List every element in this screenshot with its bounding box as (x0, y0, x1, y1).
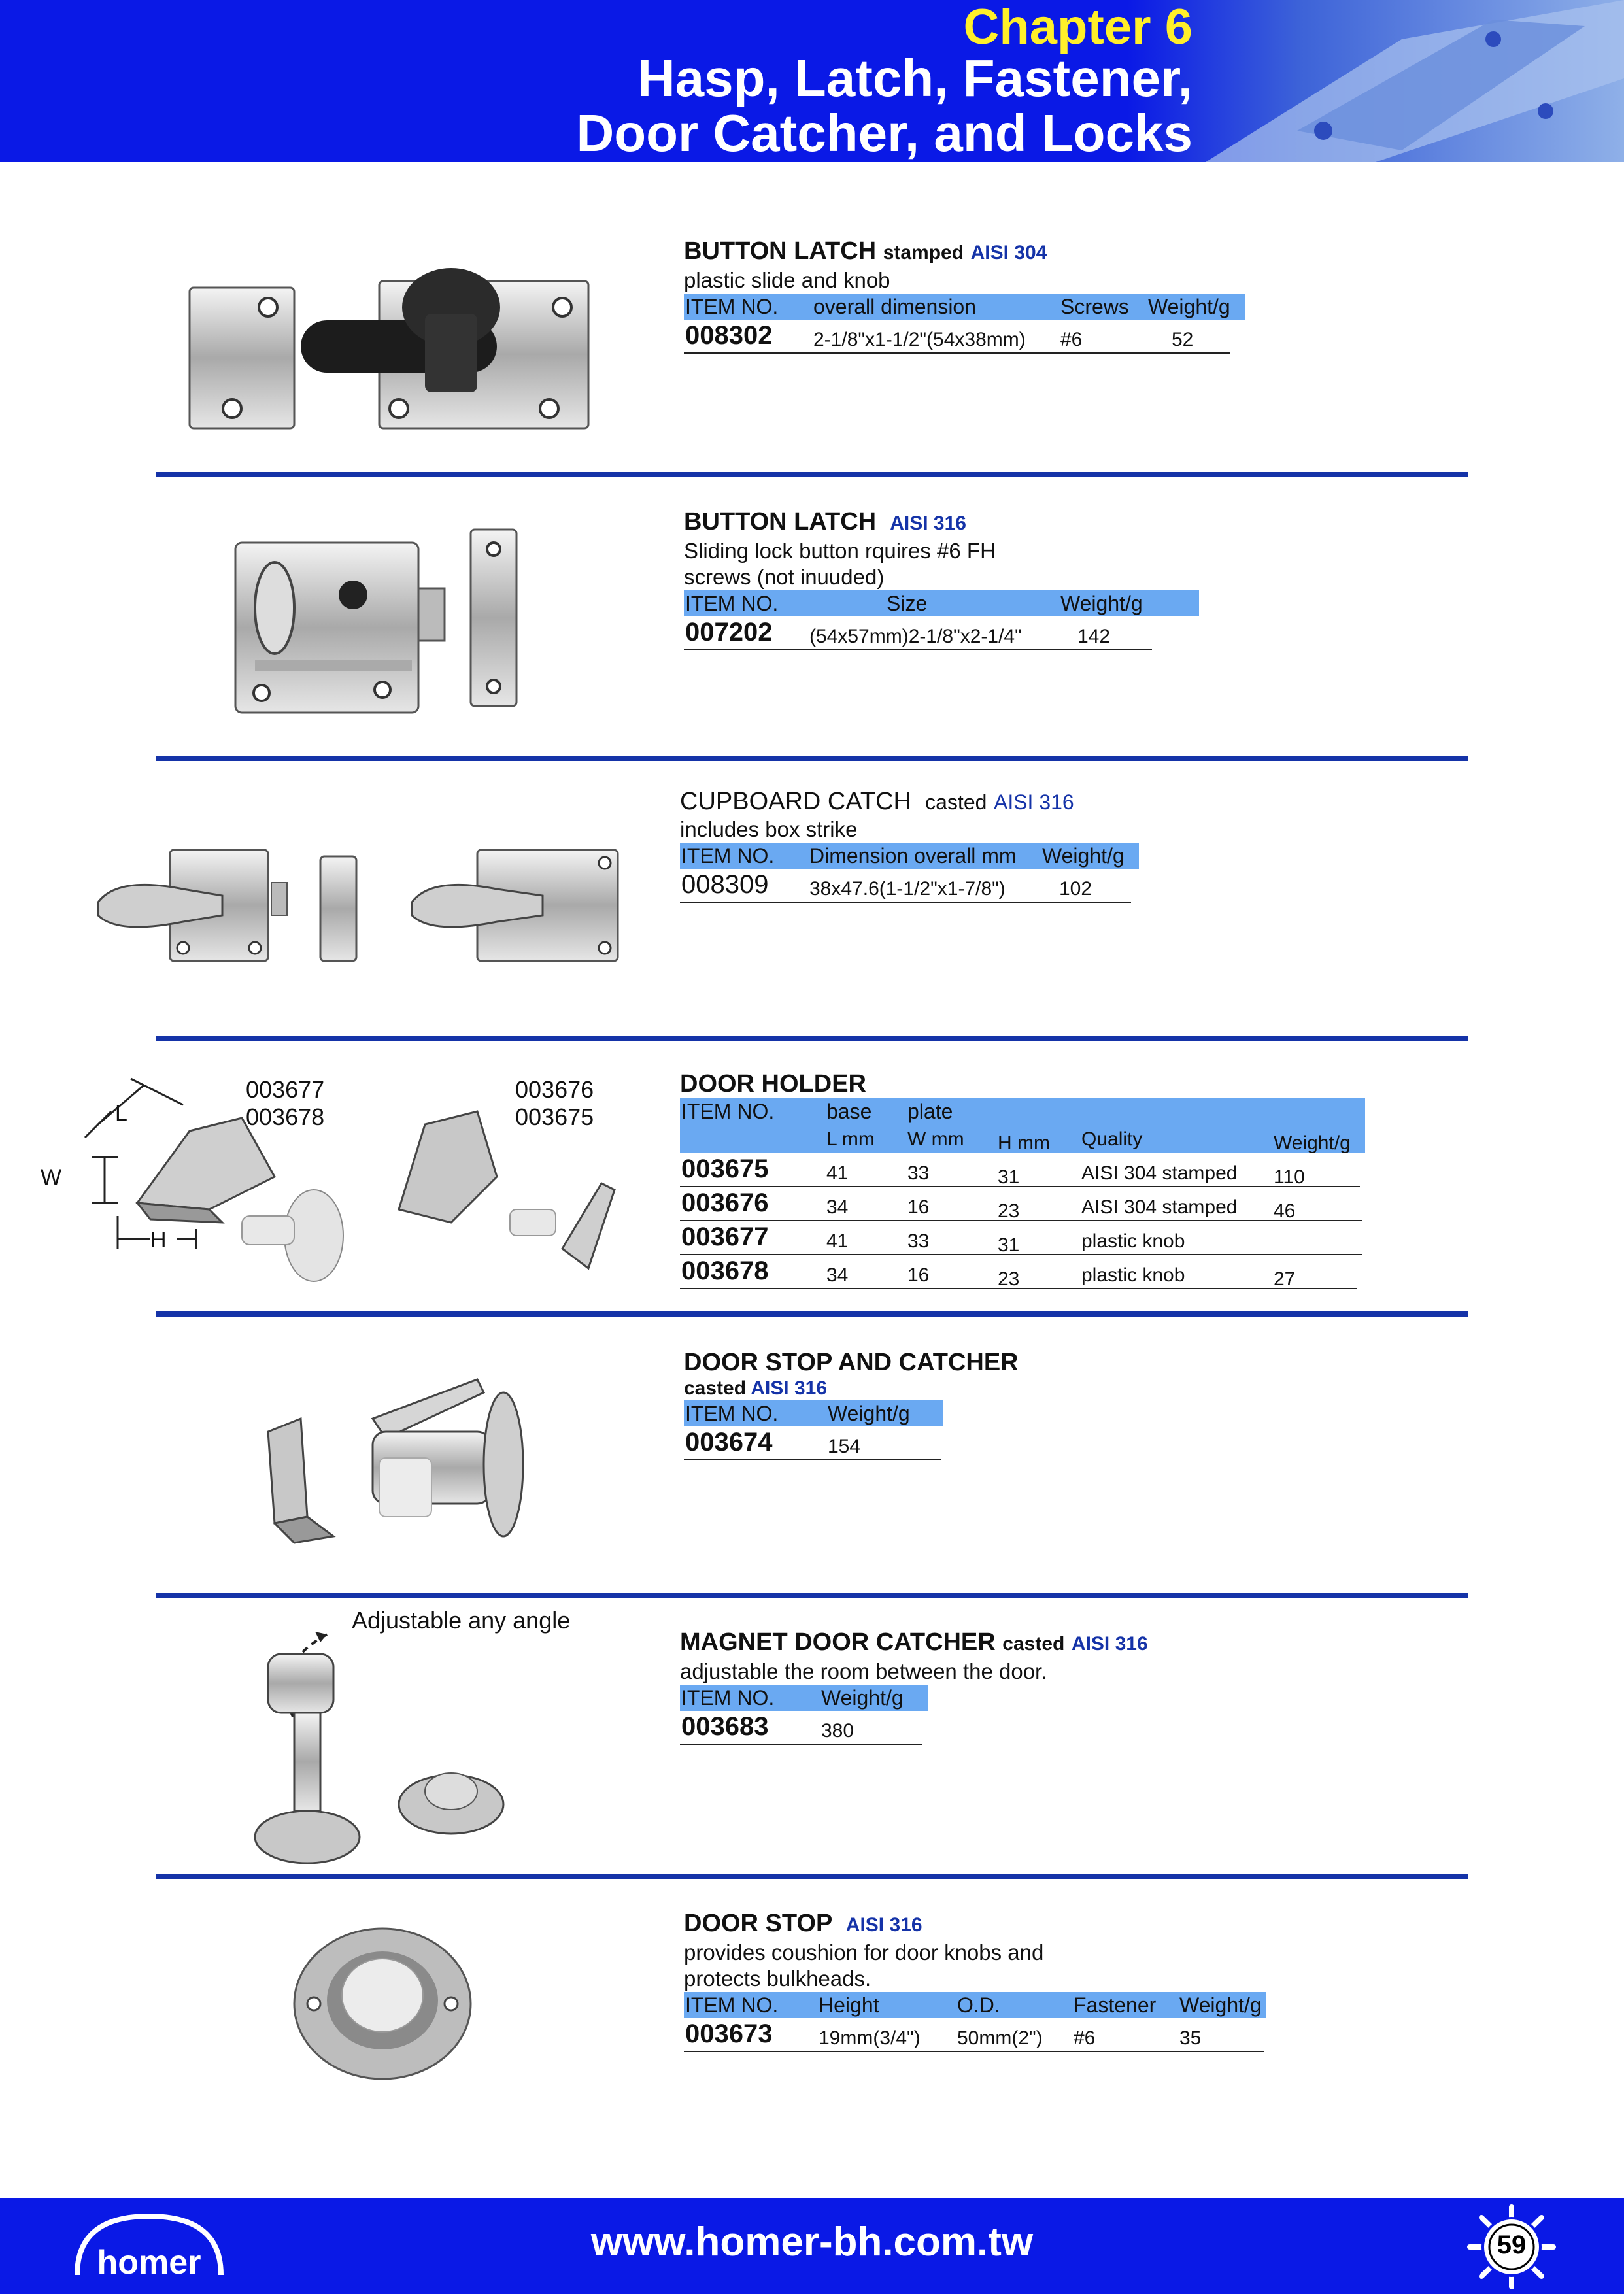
magnet-door-catcher-image (242, 1608, 516, 1870)
spec-table-row: 003674 154 (684, 1426, 941, 1460)
magnet-door-catcher-section (680, 1628, 1242, 1745)
product-description: adjustable the room between the door. (680, 1659, 1047, 1683)
section-divider (156, 1874, 1468, 1879)
dimension-label-w: W (41, 1165, 62, 1190)
door-stop-and-catcher-image (255, 1353, 543, 1549)
spec-table-header: ITEM NO. overall dimension Screws Weight/g (684, 294, 1245, 320)
spec-table-header: ITEM NO. Weight/g (680, 1685, 928, 1711)
image-label-003675: 003675 (515, 1104, 594, 1130)
cupboard-catch-image (92, 843, 628, 968)
spec-table-row: 007202 (54x57mm)2-1/8"x2-1/4" 142 (684, 616, 1152, 650)
section-divider (156, 1036, 1468, 1041)
button-latch-304-image (183, 242, 601, 438)
dimension-label-l: L (115, 1101, 127, 1126)
product-material: casted AISI 316 (684, 1377, 828, 1399)
chapter-title-line2: Door Catcher, and Locks (576, 104, 1193, 162)
spec-table-header: ITEM NO. Height O.D. Fastener Weight/g (684, 1992, 1266, 2018)
page-number: 59 (1497, 2231, 1527, 2259)
image-label-003676: 003676 (515, 1076, 594, 1103)
section-divider (156, 1593, 1468, 1598)
chapter-number: Chapter 6 (963, 0, 1193, 55)
door-holder-image (78, 1072, 641, 1294)
page-footer (0, 2198, 1624, 2294)
section-divider (156, 472, 1468, 477)
spec-table-row: 008309 38x47.6(1-1/2"x1-7/8") 102 (680, 869, 1131, 903)
product-description: includes box strike (680, 817, 858, 841)
logo-text: homer (97, 2244, 201, 2282)
cupboard-catch-section (680, 787, 1177, 903)
spec-table-row: 003678 34 16 23 plastic knob 27 (680, 1255, 1357, 1289)
door-stop-section (684, 1909, 1262, 2052)
product-title: BUTTON LATCH AISI 316 (684, 508, 966, 535)
product-title: DOOR STOP AISI 316 (684, 1910, 922, 1937)
product-description-line1: Sliding lock button rquires #6 FH (684, 539, 996, 563)
button-latch-304-section (684, 237, 1246, 354)
spec-table-row: 003677 41 33 31 plastic knob (680, 1221, 1362, 1255)
spec-table-header: ITEM NO. Weight/g (684, 1400, 943, 1426)
chapter-title (577, 51, 1193, 161)
spec-table-row: 003673 19mm(3/4") 50mm(2") #6 35 (684, 2018, 1264, 2052)
product-title: BUTTON LATCH stamped AISI 304 (684, 237, 1047, 265)
chapter-title-line1: Hasp, Latch, Fastener, (637, 49, 1193, 107)
dimension-label-h: H (150, 1228, 167, 1253)
button-latch-316-image (229, 523, 536, 719)
product-description-line1: provides coushion for door knobs and (684, 1940, 1044, 1965)
hardware-background-art (1127, 0, 1624, 162)
product-title: MAGNET DOOR CATCHER casted AISI 316 (680, 1628, 1148, 1656)
spec-table-header: ITEM NO. base plate L mm W mm H mm Quality Weight/g (680, 1098, 1365, 1153)
section-divider (156, 756, 1468, 761)
product-title: DOOR STOP AND CATCHER (684, 1349, 1019, 1376)
spec-table-row: 003675 41 33 31 AISI 304 stamped 110 (680, 1153, 1360, 1187)
door-holder-section (680, 1070, 1373, 1289)
section-divider (156, 1311, 1468, 1317)
image-label-003677: 003677 (246, 1076, 325, 1103)
spec-table-row: 008302 2-1/8"x1-1/2"(54x38mm) #6 52 (684, 320, 1230, 354)
adjustable-angle-note: Adjustable any angle (352, 1607, 571, 1634)
spec-table-row: 003676 34 16 23 AISI 304 stamped 46 (680, 1187, 1362, 1221)
website-url[interactable]: www.homer-bh.com.tw (590, 2219, 1034, 2265)
spec-table-row: 003683 380 (680, 1711, 922, 1745)
button-latch-316-section (684, 507, 1207, 650)
product-description-line2: protects bulkheads. (684, 1966, 871, 1991)
door-stop-image (288, 1922, 477, 2085)
chapter-header (0, 0, 1624, 162)
spec-table-header: ITEM NO. Size Weight/g (684, 590, 1199, 616)
product-title: DOOR HOLDER (680, 1070, 866, 1098)
product-title: CUPBOARD CATCH casted AISI 316 (680, 788, 1074, 815)
product-description-line2: screws (not inuuded) (684, 565, 885, 589)
product-description: plastic slide and knob (684, 268, 890, 292)
spec-table-header: ITEM NO. Dimension overall mm Weight/g (680, 843, 1139, 869)
image-label-003678: 003678 (246, 1104, 325, 1130)
door-stop-and-catcher-section (684, 1348, 1102, 1460)
